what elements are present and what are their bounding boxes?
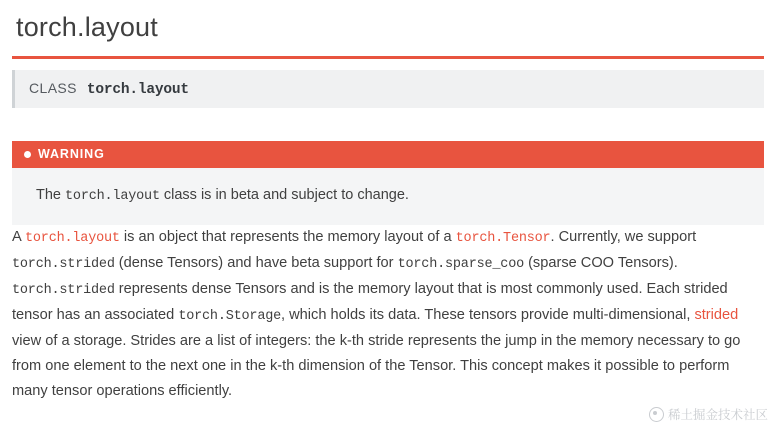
title-divider <box>12 56 764 59</box>
watermark-text: 稀土掘金技术社区 <box>667 408 768 422</box>
warning-inline-code: torch.layout <box>65 189 160 204</box>
p1-segment-4: (dense Tensors) and have beta support for <box>114 255 398 271</box>
paragraph-two <box>12 277 764 404</box>
p1-segment-1: A <box>12 229 25 245</box>
p2-code-torch-storage: torch.Storage <box>178 309 282 324</box>
p1-segment-2: is an object that represents the memory layout of a <box>119 229 456 245</box>
p2-segment-1: represents dense Tensors and is the memory layout that is most commonly used. Each strided tensor has an associated <box>12 281 728 323</box>
warning-admonition <box>12 141 764 225</box>
p1-code-torch-strided: torch.strided <box>12 257 115 272</box>
warning-title-bar <box>12 141 764 168</box>
warning-body <box>12 168 764 225</box>
signature-keyword: CLASS <box>29 80 77 96</box>
class-signature-block <box>12 70 764 108</box>
warning-dot-icon <box>24 151 31 158</box>
warning-text-after: class is in beta and subject to change. <box>163 187 409 203</box>
p1-segment-3: . Currently, we support <box>550 229 697 245</box>
paragraph-one <box>12 225 764 277</box>
p1-segment-5: (sparse COO Tensors). <box>524 255 678 271</box>
warning-label: WARNING <box>38 147 105 161</box>
document-page <box>0 10 776 429</box>
p1-code-torch-sparse-coo: torch.sparse_coo <box>397 257 525 272</box>
signature-name: torch.layout <box>86 82 189 98</box>
strided-link[interactable]: strided <box>694 307 739 323</box>
p1-code-torch-layout: torch.layout <box>24 231 120 246</box>
warning-text-before: The <box>36 187 61 203</box>
p1-code-torch-tensor[interactable]: torch.Tensor <box>455 231 551 246</box>
watermark <box>649 405 768 423</box>
page-title: torch.layout <box>16 12 158 42</box>
p2-code-torch-strided: torch.strided <box>12 283 115 298</box>
p2-segment-2: , which holds its data. These tensors provide multi-dimensional, <box>281 307 695 323</box>
p2-segment-3: view of a storage. Strides are a list of integers: the k-th stride represents the jump in the memory necessary to go from one element to the next one in the k-th dimension of the Tensor. This concept makes it possible to perform many tensor operations efficiently. <box>12 333 741 399</box>
watermark-logo-icon <box>649 407 664 422</box>
